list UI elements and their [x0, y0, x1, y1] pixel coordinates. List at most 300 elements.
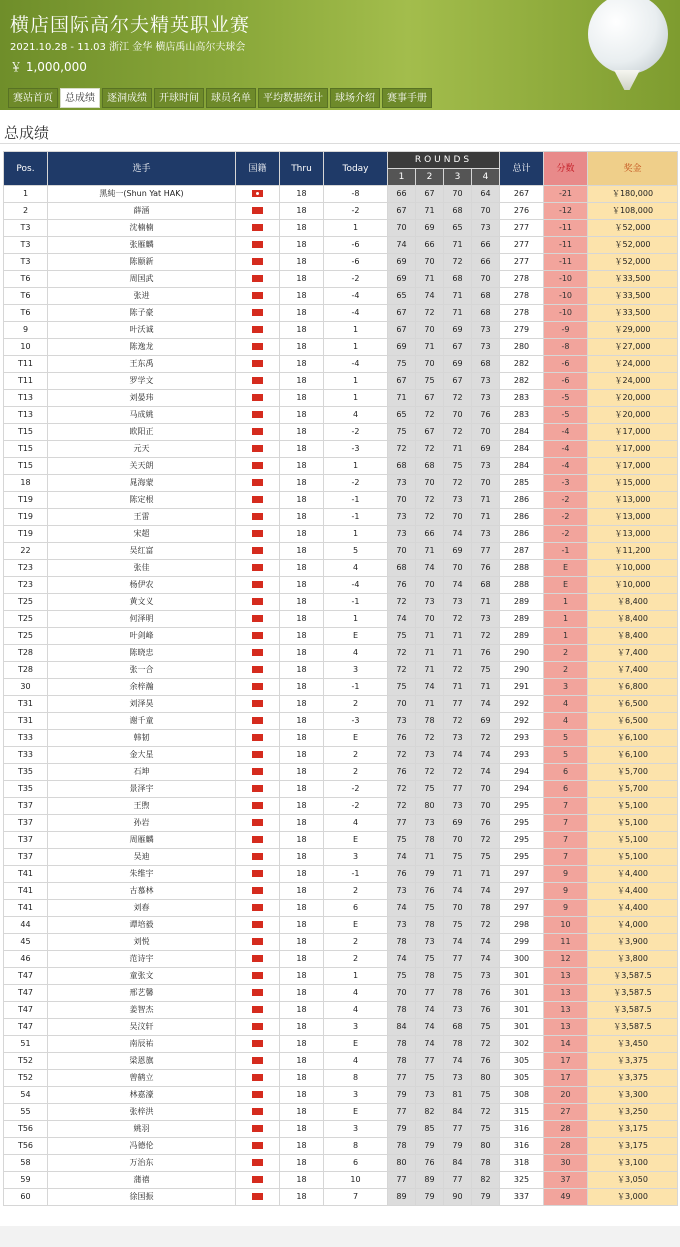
cell-nation	[236, 696, 280, 713]
cell-score: -11	[544, 254, 588, 271]
cell-score: -11	[544, 220, 588, 237]
cell-money: ￥3,587.5	[588, 968, 678, 985]
cell-pos: T28	[4, 662, 48, 679]
cell-round-3: 77	[444, 781, 472, 798]
cell-money: ￥6,500	[588, 713, 678, 730]
cell-player: 张进	[48, 288, 236, 305]
cell-total: 286	[500, 492, 544, 509]
cell-round-4: 76	[472, 560, 500, 577]
cell-player: 马成姚	[48, 407, 236, 424]
header-thru: Thru	[280, 152, 324, 186]
cell-pos: 55	[4, 1104, 48, 1121]
cell-round-3: 73	[444, 798, 472, 815]
cell-today: E	[324, 730, 388, 747]
cell-nation	[236, 849, 280, 866]
cell-money: ￥4,400	[588, 866, 678, 883]
cell-round-2: 71	[416, 645, 444, 662]
china-flag-icon	[252, 751, 263, 758]
cell-round-3: 74	[444, 1053, 472, 1070]
cell-nation	[236, 730, 280, 747]
cell-money: ￥52,000	[588, 254, 678, 271]
cell-round-3: 72	[444, 611, 472, 628]
cell-pos: T33	[4, 730, 48, 747]
cell-round-1: 72	[388, 441, 416, 458]
leaderboard-row	[4, 611, 678, 628]
cell-money: ￥3,587.5	[588, 1002, 678, 1019]
cell-total: 297	[500, 883, 544, 900]
cell-round-3: 73	[444, 594, 472, 611]
cell-round-2: 69	[416, 220, 444, 237]
cell-money: ￥3,050	[588, 1172, 678, 1189]
leaderboard-row	[4, 934, 678, 951]
cell-round-4: 70	[472, 798, 500, 815]
cell-round-2: 72	[416, 407, 444, 424]
cell-today: 1	[324, 373, 388, 390]
china-flag-icon	[252, 275, 263, 282]
cell-thru: 18	[280, 322, 324, 339]
cell-nation	[236, 594, 280, 611]
cell-player: 杨伊农	[48, 577, 236, 594]
cell-round-2: 71	[416, 271, 444, 288]
cell-round-4: 82	[472, 1172, 500, 1189]
cell-player: 陈晓忠	[48, 645, 236, 662]
cell-pos: T37	[4, 815, 48, 832]
cell-player: 何泽明	[48, 611, 236, 628]
leaderboard-table	[3, 151, 678, 1206]
cell-round-4: 75	[472, 849, 500, 866]
cell-round-3: 75	[444, 458, 472, 475]
cell-round-2: 73	[416, 1087, 444, 1104]
cell-thru: 18	[280, 1087, 324, 1104]
cell-money: ￥8,400	[588, 594, 678, 611]
leaderboard-row	[4, 917, 678, 934]
leaderboard-row	[4, 866, 678, 883]
china-flag-icon	[252, 717, 263, 724]
china-flag-icon	[252, 734, 263, 741]
cell-today: 2	[324, 883, 388, 900]
cell-round-1: 73	[388, 917, 416, 934]
china-flag-icon	[252, 1091, 263, 1098]
tab-item[interactable]: 球场介绍	[330, 88, 380, 108]
cell-thru: 18	[280, 560, 324, 577]
china-flag-icon	[252, 1074, 263, 1081]
cell-pos: T47	[4, 1019, 48, 1036]
cell-pos: 46	[4, 951, 48, 968]
cell-money: ￥3,375	[588, 1053, 678, 1070]
cell-today: -2	[324, 271, 388, 288]
cell-total: 295	[500, 849, 544, 866]
cell-total: 282	[500, 373, 544, 390]
cell-round-2: 71	[416, 662, 444, 679]
cell-nation	[236, 1104, 280, 1121]
cell-player: 蒲禧	[48, 1172, 236, 1189]
china-flag-icon	[252, 377, 263, 384]
cell-round-2: 70	[416, 254, 444, 271]
cell-money: ￥11,200	[588, 543, 678, 560]
cell-round-3: 77	[444, 696, 472, 713]
leaderboard-row	[4, 373, 678, 390]
cell-round-1: 65	[388, 407, 416, 424]
cell-round-2: 70	[416, 475, 444, 492]
cell-round-1: 72	[388, 781, 416, 798]
cell-round-2: 89	[416, 1172, 444, 1189]
tab-item[interactable]: 球员名单	[206, 88, 256, 108]
cell-nation	[236, 645, 280, 662]
cell-round-1: 76	[388, 730, 416, 747]
cell-round-4: 72	[472, 730, 500, 747]
cell-round-4: 71	[472, 679, 500, 696]
cell-nation	[236, 866, 280, 883]
cell-nation	[236, 1053, 280, 1070]
cell-round-2: 78	[416, 968, 444, 985]
cell-round-2: 66	[416, 526, 444, 543]
cell-nation	[236, 679, 280, 696]
cell-score: -4	[544, 458, 588, 475]
cell-score: 37	[544, 1172, 588, 1189]
cell-round-1: 69	[388, 254, 416, 271]
cell-round-4: 70	[472, 424, 500, 441]
cell-total: 337	[500, 1189, 544, 1206]
cell-money: ￥10,000	[588, 560, 678, 577]
china-flag-icon	[252, 615, 263, 622]
leaderboard-row	[4, 781, 678, 798]
cell-round-4: 68	[472, 577, 500, 594]
cell-today: 4	[324, 985, 388, 1002]
leaderboard-row	[4, 237, 678, 254]
event-title: 横店国际高尔夫精英职业赛	[10, 14, 251, 36]
cell-nation	[236, 1019, 280, 1036]
cell-player: 宋超	[48, 526, 236, 543]
cell-today: -3	[324, 713, 388, 730]
china-flag-icon	[252, 224, 263, 231]
cell-round-1: 71	[388, 390, 416, 407]
cell-nation	[236, 271, 280, 288]
cell-thru: 18	[280, 390, 324, 407]
cell-score: -5	[544, 390, 588, 407]
leaderboard-row	[4, 305, 678, 322]
china-flag-icon	[252, 462, 263, 469]
cell-round-3: 75	[444, 968, 472, 985]
cell-pos: T19	[4, 509, 48, 526]
cell-pos: T37	[4, 849, 48, 866]
cell-round-3: 67	[444, 373, 472, 390]
cell-round-1: 80	[388, 1155, 416, 1172]
cell-score: 2	[544, 645, 588, 662]
cell-money: ￥180,000	[588, 186, 678, 203]
cell-round-2: 70	[416, 611, 444, 628]
cell-round-1: 73	[388, 713, 416, 730]
cell-round-1: 73	[388, 883, 416, 900]
cell-round-2: 68	[416, 458, 444, 475]
china-flag-icon	[252, 428, 263, 435]
cell-score: 28	[544, 1138, 588, 1155]
cell-nation	[236, 458, 280, 475]
cell-round-4: 76	[472, 645, 500, 662]
cell-money: ￥6,500	[588, 696, 678, 713]
cell-round-4: 68	[472, 288, 500, 305]
header-rounds: ROUNDS	[388, 152, 500, 169]
cell-player: 南辰祐	[48, 1036, 236, 1053]
cell-thru: 18	[280, 798, 324, 815]
cell-total: 282	[500, 356, 544, 373]
cell-round-4: 77	[472, 543, 500, 560]
leaderboard-row	[4, 985, 678, 1002]
cell-total: 295	[500, 832, 544, 849]
cell-round-1: 74	[388, 237, 416, 254]
cell-pos: T56	[4, 1138, 48, 1155]
cell-nation	[236, 509, 280, 526]
cell-thru: 18	[280, 271, 324, 288]
cell-thru: 18	[280, 645, 324, 662]
cell-thru: 18	[280, 917, 324, 934]
leaderboard-row	[4, 662, 678, 679]
cell-round-3: 71	[444, 628, 472, 645]
cell-round-4: 70	[472, 271, 500, 288]
cell-total: 283	[500, 407, 544, 424]
cell-money: ￥5,100	[588, 832, 678, 849]
cell-round-2: 80	[416, 798, 444, 815]
cell-round-2: 73	[416, 815, 444, 832]
cell-thru: 18	[280, 1138, 324, 1155]
cell-round-3: 73	[444, 1002, 472, 1019]
cell-score: 13	[544, 968, 588, 985]
cell-round-2: 74	[416, 560, 444, 577]
tab-item[interactable]: 开球时间	[154, 88, 204, 108]
cell-round-2: 72	[416, 305, 444, 322]
cell-pos: T47	[4, 1002, 48, 1019]
cell-round-2: 75	[416, 781, 444, 798]
cell-round-3: 75	[444, 849, 472, 866]
tab-item[interactable]: 逐洞成绩	[102, 88, 152, 108]
cell-today: -1	[324, 679, 388, 696]
leaderboard-row	[4, 764, 678, 781]
leaderboard-row	[4, 1070, 678, 1087]
cell-money: ￥7,400	[588, 662, 678, 679]
cell-thru: 18	[280, 1019, 324, 1036]
cell-round-3: 68	[444, 271, 472, 288]
tab-item[interactable]: 平均数据统计	[258, 88, 328, 108]
cell-round-3: 68	[444, 1019, 472, 1036]
leaderboard-row	[4, 1002, 678, 1019]
cell-money: ￥4,400	[588, 900, 678, 917]
cell-player: 欧阳正	[48, 424, 236, 441]
cell-nation	[236, 883, 280, 900]
leaderboard-row	[4, 577, 678, 594]
cell-round-1: 74	[388, 611, 416, 628]
cell-round-1: 73	[388, 475, 416, 492]
cell-pos: 60	[4, 1189, 48, 1206]
cell-round-2: 72	[416, 764, 444, 781]
cell-player: 孙岩	[48, 815, 236, 832]
cell-player: 谢千童	[48, 713, 236, 730]
china-flag-icon	[252, 360, 263, 367]
cell-round-4: 74	[472, 951, 500, 968]
cell-thru: 18	[280, 1036, 324, 1053]
tab-item[interactable]: 赛事手册	[382, 88, 432, 108]
cell-money: ￥3,375	[588, 1070, 678, 1087]
cell-total: 276	[500, 203, 544, 220]
cell-player: 徐国振	[48, 1189, 236, 1206]
cell-score: 1	[544, 611, 588, 628]
cell-pos: 51	[4, 1036, 48, 1053]
china-flag-icon	[252, 870, 263, 877]
cell-round-3: 70	[444, 560, 472, 577]
cell-thru: 18	[280, 492, 324, 509]
cell-pos: T13	[4, 390, 48, 407]
china-flag-icon	[252, 802, 263, 809]
cell-round-3: 72	[444, 390, 472, 407]
cell-pos: 59	[4, 1172, 48, 1189]
cell-player: 姜智杰	[48, 1002, 236, 1019]
cell-total: 297	[500, 866, 544, 883]
cell-pos: T37	[4, 832, 48, 849]
cell-thru: 18	[280, 951, 324, 968]
cell-round-3: 72	[444, 254, 472, 271]
cell-money: ￥3,800	[588, 951, 678, 968]
cell-round-4: 75	[472, 1121, 500, 1138]
cell-round-3: 73	[444, 730, 472, 747]
cell-round-3: 70	[444, 832, 472, 849]
cell-score: 49	[544, 1189, 588, 1206]
tab-item[interactable]: 赛站首页	[8, 88, 58, 108]
cell-round-1: 69	[388, 271, 416, 288]
cell-round-1: 72	[388, 747, 416, 764]
cell-round-4: 73	[472, 968, 500, 985]
cell-round-4: 80	[472, 1138, 500, 1155]
cell-player: 黄文义	[48, 594, 236, 611]
cell-total: 286	[500, 526, 544, 543]
cell-today: 5	[324, 543, 388, 560]
cell-money: ￥3,175	[588, 1138, 678, 1155]
cell-today: 1	[324, 339, 388, 356]
leaderboard-row	[4, 1138, 678, 1155]
cell-round-3: 72	[444, 764, 472, 781]
cell-round-3: 77	[444, 1121, 472, 1138]
cell-pos: 58	[4, 1155, 48, 1172]
cell-round-2: 71	[416, 849, 444, 866]
cell-pos: T3	[4, 220, 48, 237]
cell-nation	[236, 968, 280, 985]
cell-total: 284	[500, 441, 544, 458]
header-round-3: 3	[444, 169, 472, 186]
cell-round-4: 71	[472, 509, 500, 526]
cell-nation	[236, 781, 280, 798]
cell-round-1: 72	[388, 798, 416, 815]
cell-round-1: 65	[388, 288, 416, 305]
cell-money: ￥17,000	[588, 424, 678, 441]
cell-round-3: 69	[444, 543, 472, 560]
cell-pos: T19	[4, 492, 48, 509]
cell-player: 范诗宇	[48, 951, 236, 968]
china-flag-icon	[252, 1176, 263, 1183]
cell-round-4: 73	[472, 611, 500, 628]
cell-round-1: 68	[388, 458, 416, 475]
cell-pos: T35	[4, 781, 48, 798]
cell-round-2: 72	[416, 441, 444, 458]
cell-today: 4	[324, 645, 388, 662]
cell-score: -2	[544, 526, 588, 543]
cell-total: 278	[500, 288, 544, 305]
cell-nation	[236, 1087, 280, 1104]
cell-thru: 18	[280, 186, 324, 203]
cell-score: 7	[544, 849, 588, 866]
cell-score: -2	[544, 509, 588, 526]
header-pos: Pos.	[4, 152, 48, 186]
cell-player: 陈子豪	[48, 305, 236, 322]
cell-round-2: 85	[416, 1121, 444, 1138]
cell-player: 古慕林	[48, 883, 236, 900]
cell-score: 20	[544, 1087, 588, 1104]
cell-nation	[236, 526, 280, 543]
leaderboard-row	[4, 883, 678, 900]
cell-round-2: 76	[416, 883, 444, 900]
cell-pos: 9	[4, 322, 48, 339]
cell-pos: T11	[4, 373, 48, 390]
leaderboard-row	[4, 1053, 678, 1070]
leaderboard-row	[4, 628, 678, 645]
cell-round-4: 70	[472, 203, 500, 220]
cell-round-3: 71	[444, 288, 472, 305]
cell-thru: 18	[280, 407, 324, 424]
cell-total: 295	[500, 815, 544, 832]
cell-round-1: 84	[388, 1019, 416, 1036]
cell-pos: T25	[4, 628, 48, 645]
cell-score: 10	[544, 917, 588, 934]
leaderboard-row	[4, 475, 678, 492]
cell-today: -2	[324, 424, 388, 441]
cell-thru: 18	[280, 1189, 324, 1206]
cell-round-2: 75	[416, 951, 444, 968]
cell-money: ￥24,000	[588, 356, 678, 373]
cell-round-1: 73	[388, 509, 416, 526]
cell-round-1: 79	[388, 1087, 416, 1104]
header-round-1: 1	[388, 169, 416, 186]
cell-total: 285	[500, 475, 544, 492]
cell-pos: T35	[4, 764, 48, 781]
cell-round-3: 77	[444, 951, 472, 968]
cell-today: 4	[324, 407, 388, 424]
leaderboard-row	[4, 951, 678, 968]
cell-round-3: 68	[444, 203, 472, 220]
cell-money: ￥3,300	[588, 1087, 678, 1104]
cell-score: 9	[544, 900, 588, 917]
cell-nation	[236, 1121, 280, 1138]
cell-thru: 18	[280, 1053, 324, 1070]
cell-round-3: 70	[444, 509, 472, 526]
cell-nation	[236, 492, 280, 509]
cell-round-1: 75	[388, 832, 416, 849]
cell-score: 17	[544, 1053, 588, 1070]
cell-total: 287	[500, 543, 544, 560]
cell-score: 14	[544, 1036, 588, 1053]
cell-score: -9	[544, 322, 588, 339]
cell-thru: 18	[280, 1172, 324, 1189]
cell-round-1: 75	[388, 424, 416, 441]
cell-player: 吴红富	[48, 543, 236, 560]
cell-today: 1	[324, 611, 388, 628]
china-flag-icon	[252, 955, 263, 962]
cell-round-1: 74	[388, 849, 416, 866]
section-divider	[0, 143, 680, 144]
cell-round-4: 78	[472, 900, 500, 917]
china-flag-icon	[252, 445, 263, 452]
cell-score: -8	[544, 339, 588, 356]
tab-item[interactable]: 总成绩	[60, 88, 100, 108]
leaderboard-row	[4, 220, 678, 237]
cell-player: 刘春	[48, 900, 236, 917]
cell-round-3: 74	[444, 934, 472, 951]
cell-pos: T19	[4, 526, 48, 543]
